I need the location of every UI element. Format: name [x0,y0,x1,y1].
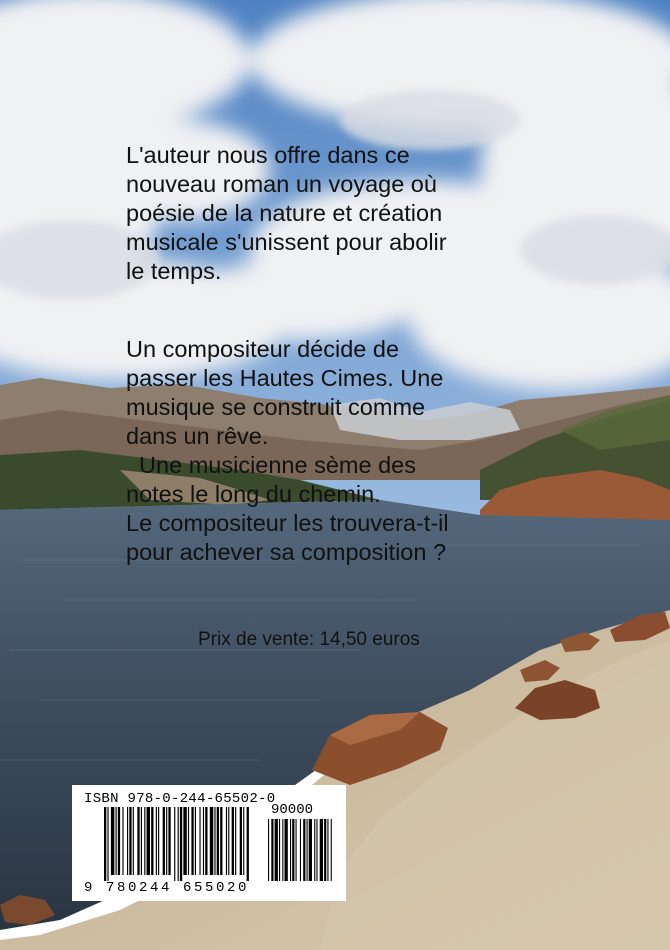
barcode-bar [314,819,315,881]
barcode-bar [307,819,308,881]
barcode-bar [220,807,222,875]
barcode-bar [324,819,326,881]
barcode-bar [118,807,120,875]
barcode-bar [214,807,215,875]
barcode-bar [292,819,294,881]
barcode-bar [183,807,186,875]
barcode-bar [144,807,145,875]
blurb-paragraph-1 [126,141,544,286]
barcode-bar [327,819,328,881]
barcode-bar [111,807,114,875]
barcode-bar [188,807,189,875]
blurb-line: nouveau roman un voyage où [126,171,437,197]
blurb-line: notes le long du chemin. [126,481,381,507]
blurb-line: passer les Hautes Cimes. Une [126,365,444,391]
barcode-bar [195,807,196,875]
blurb-line: poésie de la nature et création [126,200,443,226]
barcode-bar [168,807,170,875]
barcode-ean-digits: 9 780244 655020 [84,880,250,896]
blurb-line: Le compositeur les trouvera-t-il [126,510,449,536]
barcode-bar [279,819,280,881]
barcode-bar [290,819,291,881]
blurb-line: musique se construit comme [126,394,426,420]
barcode-bar [141,807,142,875]
barcode-addon-digits: 90000 [271,802,314,818]
isbn-barcode [72,785,346,901]
barcode-bar [226,807,227,875]
blurb-line: L'auteur nous offre dans ce [126,142,410,168]
barcode-bar [210,807,213,875]
barcode-bar [331,819,332,881]
blurb-line: Une musicienne sème des [126,452,416,478]
blurb-line: pour achever sa composition ? [126,539,447,565]
blurb-paragraph-2 [126,335,544,567]
barcode-bar [285,819,288,881]
barcode-bar [122,807,123,875]
barcode-bar [309,819,312,881]
barcode-bar [228,807,229,875]
blurb-line: le temps. [126,258,222,284]
barcode-bar [205,807,207,875]
barcode-bar [191,807,193,875]
barcode-bar [271,819,273,881]
barcode-bar [147,807,150,875]
barcode-bar [163,807,165,875]
isbn-label: ISBN 978-0-244-65502-0 [84,791,276,807]
blurb-line: musicale s'unissent pour abolir [126,229,447,255]
barcode-bar [166,807,167,875]
barcode-bar [137,807,139,875]
barcode-bar [316,819,317,881]
barcode-bar [151,807,153,875]
price-label: Prix de vente: 14,50 euros [198,629,420,650]
barcode-bar [116,807,117,875]
barcode-bar [282,819,283,881]
barcode-bar [303,819,305,881]
barcode-bar [320,819,323,881]
barcode-bar [247,807,249,881]
barcode-bar [174,807,175,881]
barcode-bar [275,819,278,881]
barcode-bar [104,807,106,881]
barcode-bar [127,807,128,875]
barcode-bar [240,807,242,875]
barcode-bar [232,807,234,875]
barcode-bar [268,819,269,881]
barcode-bar [199,807,200,875]
barcode-bar [217,807,219,875]
barcode-bar [107,807,108,881]
barcode-bar [203,807,204,875]
barcode-bar [180,807,182,881]
barcode-bar [300,819,301,881]
blurb-line: Un compositeur décide de [126,336,400,362]
barcode-bar [243,807,244,875]
barcode-bar [156,807,157,875]
barcode-bar [133,807,134,875]
barcode-bar [178,807,179,881]
barcode-bar [158,807,159,875]
barcode-bar [235,807,236,875]
blurb-line: dans un rêve. [126,423,269,449]
barcode-bar [296,819,297,881]
barcode-bar [129,807,131,875]
